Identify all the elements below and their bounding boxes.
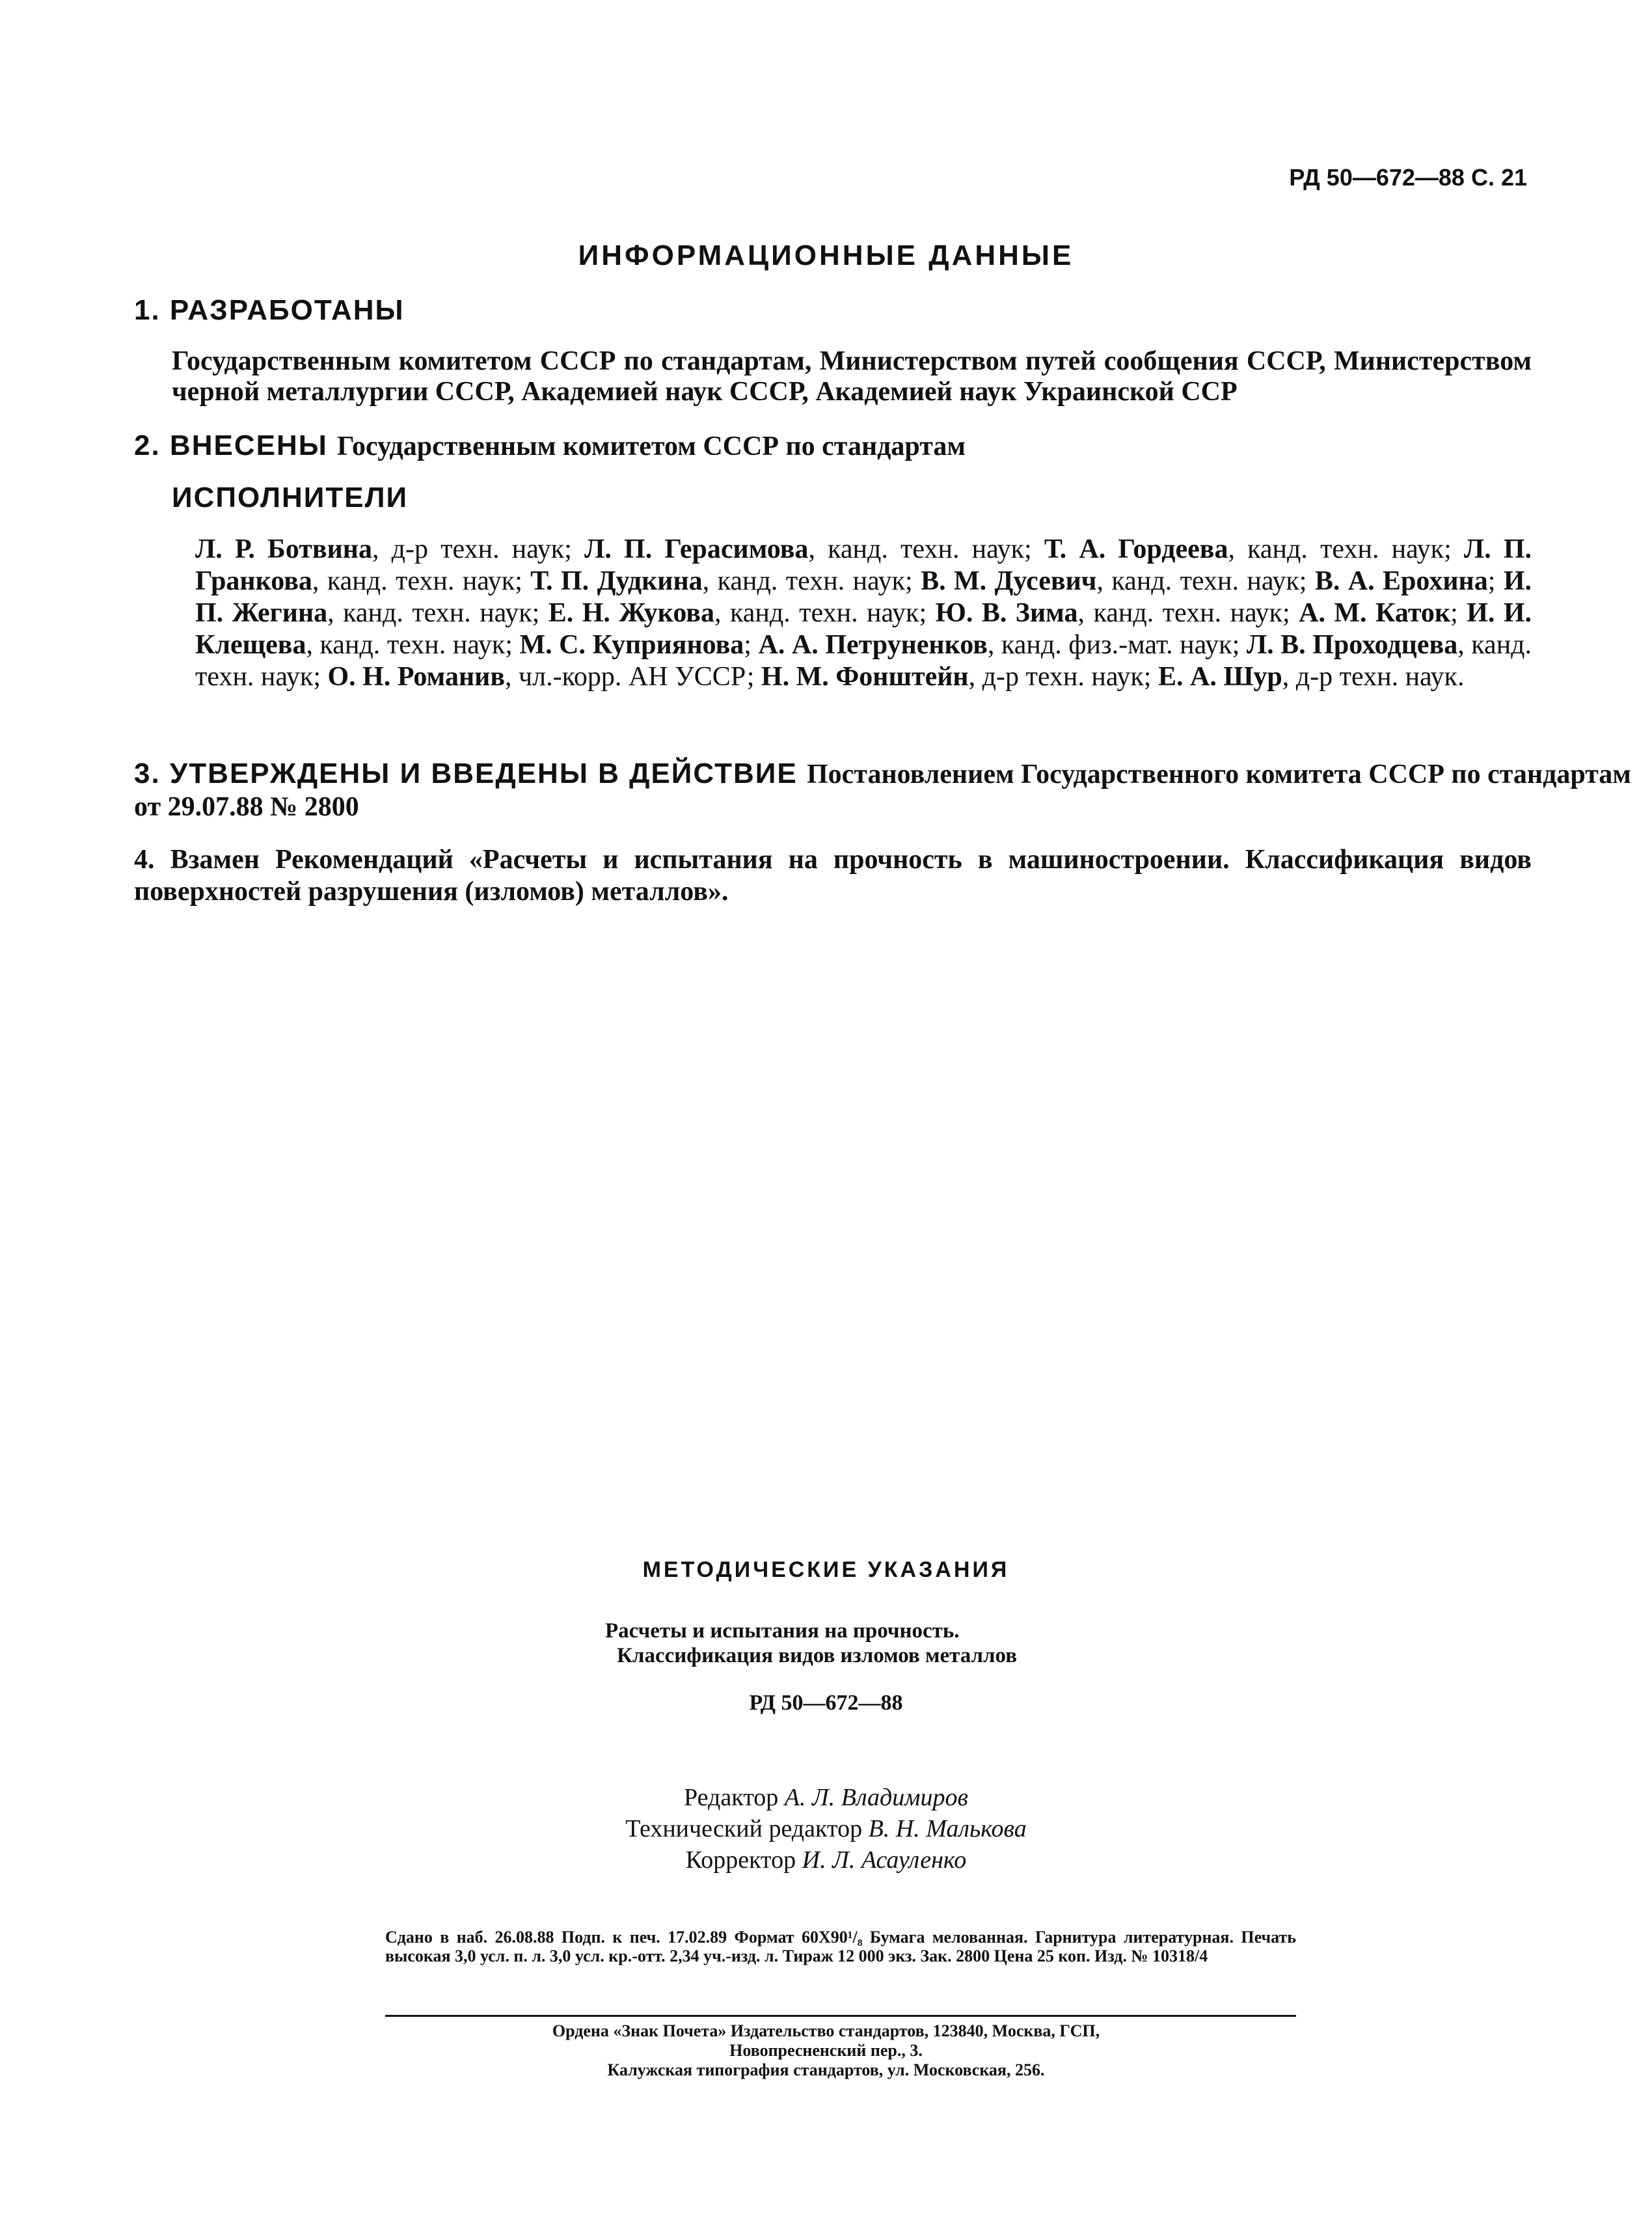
executor-entry: Е. А. Шур, д-р техн. наук.: [1158, 662, 1465, 692]
executor-name: Е. Н. Жукова: [548, 598, 714, 628]
executor-name: Т. А. Гордеева: [1044, 534, 1228, 564]
executor-name: Н. М. Фонштейн: [761, 662, 969, 692]
executor-name: Т. П. Дудкина: [530, 566, 703, 596]
editor-line: [0, 1783, 1652, 1812]
executor-title: канд. техн. наук: [1111, 566, 1299, 596]
executor-entry: Ю. В. Зима, канд. техн. наук;: [935, 598, 1299, 628]
colophon-title: МЕТОДИЧЕСКИЕ УКАЗАНИЯ: [642, 1557, 1010, 1582]
imprint-divider: [385, 2015, 1296, 2017]
section-4-text: 4. Взамен Рекомендаций «Расчеты и испытания на прочность в машиностроении. Классификация видов поверхностей разрушения (изломов) металлов».: [134, 845, 1532, 907]
publisher-line-2: Новопресненский пер., 3.: [729, 2041, 923, 2060]
imprint-text: Сдано в наб. 26.08.88 Подп. к печ. 17.02.89 Формат 60Х90¹/₈ Бумага мелованная. Гарнитура литературная. Печать высокая 3,0 усл. п. л. 3,0 усл. кр.-отт. 2,34 уч.-изд. л. Тираж 12 000 экз. Зак. 2800 Цена 25 коп. Изд. № 10318/4: [385, 1928, 1296, 1965]
section-3-heading: [134, 758, 1652, 823]
executor-entry: Н. М. Фонштейн, д-р техн. наук;: [761, 662, 1158, 692]
page-title: ИНФОРМАЦИОННЫЕ ДАННЫЕ: [578, 239, 1074, 271]
proofreader-label: Корректор: [685, 1846, 796, 1874]
executor-name: Л. Р. Ботвина: [195, 534, 372, 564]
proofreader-name: И. Л. Асауленко: [802, 1846, 967, 1874]
executor-entry: О. Н. Романив, чл.-корр. АН УССР;: [327, 662, 761, 692]
section-4: [134, 843, 1532, 907]
colophon-subtitle-line2: Классификация видов изломов металлов: [617, 1644, 1018, 1667]
section-1-text: Государственным комитетом СССР по стандартам, Министерством путей сообщения СССР, Министерством черной металлургии СССР, Академией наук СССР, Академией наук Украинской ССР: [172, 346, 1532, 407]
section-1-heading: 1. РАЗРАБОТАНЫ: [134, 294, 405, 326]
colophon-code: РД 50—672—88: [749, 1691, 903, 1715]
executor-name: В. М. Дусевич: [921, 566, 1097, 596]
section-2-heading-label: 2. ВНЕСЕНЫ: [134, 430, 328, 461]
tech-editor-label: Технический редактор: [625, 1815, 863, 1842]
executor-entry: Е. Н. Жукова, канд. техн. наук;: [548, 598, 936, 628]
executor-title: д-р техн. наук: [1295, 662, 1457, 692]
proofreader-line: [0, 1846, 1652, 1874]
executors-list: [195, 534, 1532, 693]
executors-heading: ИСПОЛНИТЕЛИ: [172, 482, 409, 513]
executor-name: М. С. Куприянова: [519, 630, 744, 660]
section-3-heading-label: 3. УТВЕРЖДЕНЫ И ВВЕДЕНЫ В ДЕЙСТВИЕ: [134, 758, 798, 789]
executor-entry: Л. П. Герасимова, канд. техн. наук;: [584, 534, 1044, 564]
colophon-subtitle-line1: Расчеты и испытания на прочность.: [605, 1619, 960, 1643]
executor-entry: В. А. Ерохина;: [1314, 566, 1504, 596]
executor-entry: И. И. Клещева, канд. техн. наук;: [195, 598, 1532, 660]
executor-entry: А. М. Каток;: [1299, 598, 1467, 628]
executor-name: А. А. Петруненков: [758, 630, 988, 660]
page-header-ref: РД 50—672—88 С. 21: [1289, 164, 1527, 191]
section-3-text-inline: Постановлением Государственного комитета СССР по стандартам от 29.07.88 № 2800: [134, 759, 1631, 822]
publisher-line-1: Ордена «Знак Почета» Издательство стандартов, 123840, Москва, ГСП,: [552, 2021, 1100, 2040]
executor-name: И. П. Жегина: [195, 566, 1532, 628]
executor-entry: Т. А. Гордеева, канд. техн. наук;: [1044, 534, 1464, 564]
executor-title: канд. техн. наук: [319, 630, 506, 660]
executor-name: Л. В. Проходцева: [1246, 630, 1458, 660]
tech-editor-line: [0, 1814, 1652, 1843]
executor-title: канд. техн. наук: [717, 566, 905, 596]
executor-name: Ю. В. Зима: [935, 598, 1078, 628]
section-2-heading: [134, 430, 966, 462]
executor-entry: Т. П. Дудкина, канд. техн. наук;: [530, 566, 921, 596]
editor-name: А. Л. Владимиров: [784, 1784, 968, 1811]
executor-title: канд. техн. наук: [327, 566, 515, 596]
executor-name: А. М. Каток: [1299, 598, 1451, 628]
executor-entry: Л. П. Гранкова, канд. техн. наук;: [195, 534, 1532, 596]
executor-title: канд. техн. наук: [729, 598, 919, 628]
executor-title: канд. техн. наук: [1093, 598, 1282, 628]
executor-title: канд. техн. наук: [828, 534, 1025, 564]
executor-title: д-р техн. наук: [982, 662, 1144, 692]
executor-title: канд. техн. наук: [195, 630, 1532, 692]
tech-editor-name: В. Н. Малькова: [868, 1815, 1027, 1842]
executor-entry: А. А. Петруненков, канд. физ.-мат. наук;: [758, 630, 1247, 660]
publisher-line-3: Калужская типография стандартов, ул. Московская, 256.: [607, 2060, 1045, 2079]
executor-entry: М. С. Куприянова;: [519, 630, 759, 660]
executor-entry: Л. В. Проходцева, канд. техн. наук;: [195, 630, 1532, 692]
publisher-block: [0, 2021, 1652, 2080]
executor-entry: И. П. Жегина, канд. техн. наук;: [195, 566, 1532, 628]
executor-entry: В. М. Дусевич, канд. техн. наук;: [921, 566, 1315, 596]
executor-name: Л. П. Герасимова: [584, 534, 809, 564]
section-2-text: Государственным комитетом СССР по стандартам: [337, 431, 966, 461]
executor-title: чл.-корр. АН УССР: [519, 662, 747, 692]
executor-title: канд. техн. наук: [1247, 534, 1444, 564]
executor-title: д-р техн. наук: [391, 534, 565, 564]
executor-title: канд. физ.-мат. наук: [1001, 630, 1232, 660]
executor-name: Е. А. Шур: [1158, 662, 1282, 692]
executor-name: В. А. Ерохина: [1314, 566, 1488, 596]
executor-name: Л. П. Гранкова: [195, 534, 1532, 596]
executor-entry: Л. Р. Ботвина, д-р техн. наук;: [195, 534, 585, 564]
executor-title: канд. техн. наук: [343, 598, 532, 628]
editor-label: Редактор: [684, 1784, 779, 1811]
executor-name: И. И. Клещева: [195, 598, 1532, 660]
executor-name: О. Н. Романив: [327, 662, 506, 692]
